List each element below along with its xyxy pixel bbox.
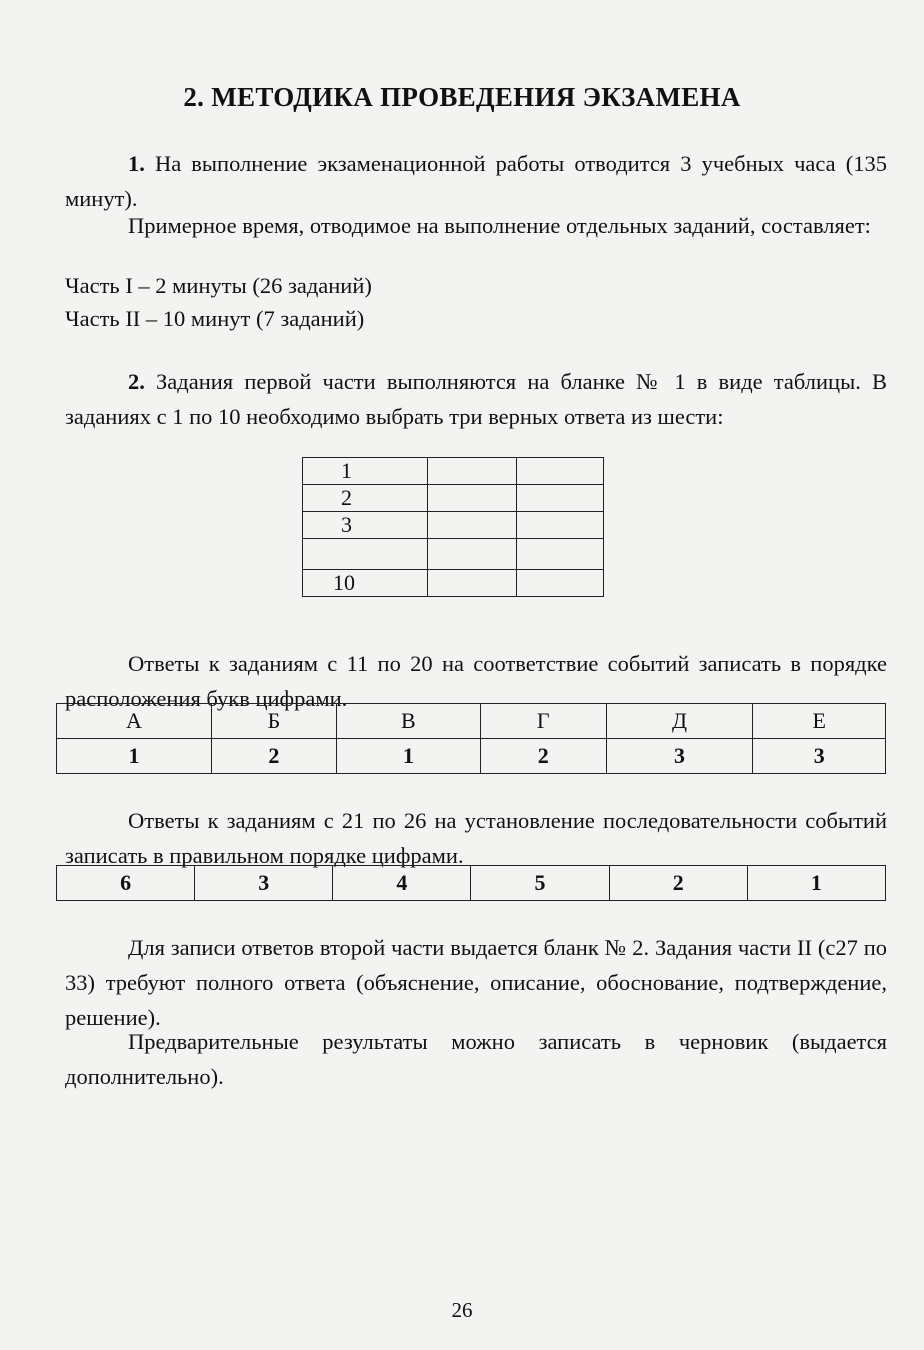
table-cell: 2 [303, 485, 428, 512]
table-row [57, 739, 886, 774]
table-cell [517, 570, 604, 597]
paragraph-exam-duration [65, 146, 887, 216]
page-number: 26 [451, 1298, 473, 1322]
table-row [57, 704, 886, 739]
paragraph-sequence-answers: Ответы к заданиям с 21 по 26 на установление последовательности событий записать в правильном порядке цифрами. [65, 808, 887, 868]
table-cell: 3 [303, 512, 428, 539]
answer-table-sequence [56, 865, 886, 901]
table-cell [428, 539, 517, 570]
paragraph-approx-time: Примерное время, отводимое на выполнение отдельных заданий, составляет: [128, 213, 871, 238]
paragraph-part1-form [65, 364, 887, 434]
part2-time: Часть II – 10 минут (7 заданий) [65, 306, 365, 331]
table-header-cell: Г [480, 704, 606, 739]
paragraph-part2-form: Для записи ответов второй части выдается бланк № 2. Задания части II (с27 по 33) требуют полного ответа (объяснение, описание, обоснование, подтверждение, решение). [65, 935, 887, 1030]
table-row [57, 866, 886, 901]
table-header-cell: Д [606, 704, 753, 739]
section-title: 2. МЕТОДИКА ПРОВЕДЕНИЯ ЭКЗАМЕНА [183, 82, 741, 112]
table-cell: 1 [336, 739, 480, 774]
table-header-cell: Б [211, 704, 336, 739]
table-row [303, 539, 604, 570]
table-cell [428, 512, 517, 539]
table-row [303, 458, 604, 485]
table-cell: 5 [471, 866, 609, 901]
answer-table-matching [56, 703, 886, 774]
table-cell: 3 [753, 739, 886, 774]
table-cell: 2 [609, 866, 747, 901]
table-cell [428, 570, 517, 597]
table-header-cell: Е [753, 704, 886, 739]
table-cell: 3 [195, 866, 333, 901]
table-cell [428, 485, 517, 512]
table-row [303, 512, 604, 539]
paragraph-text: Задания первой части выполняются на бланке № 1 в виде таблицы. В заданиях с 1 по 10 необходимо выбрать три верных ответа из шести: [65, 369, 887, 429]
table-header-cell: В [336, 704, 480, 739]
table-cell: 1 [747, 866, 885, 901]
paragraph-number: 1. [128, 151, 145, 176]
table-cell [517, 539, 604, 570]
table-cell: 1 [303, 458, 428, 485]
table-cell [428, 458, 517, 485]
table-cell: 3 [606, 739, 753, 774]
table-cell: 1 [57, 739, 212, 774]
table-cell [303, 539, 428, 570]
table-cell [517, 512, 604, 539]
paragraph-number: 2. [128, 369, 145, 394]
part1-time: Часть I – 2 минуты (26 заданий) [65, 273, 372, 298]
paragraph-text: На выполнение экзаменационной работы отводится 3 учебных часа (135 минут). [65, 151, 887, 211]
table-cell: 4 [333, 866, 471, 901]
table-row [303, 570, 604, 597]
table-cell: 2 [480, 739, 606, 774]
table-header-cell: А [57, 704, 212, 739]
paragraph-draft: Предварительные результаты можно записать в черновик (выдается дополнительно). [65, 1029, 887, 1089]
table-cell [517, 485, 604, 512]
table-cell: 2 [211, 739, 336, 774]
paragraph-matching-answers: Ответы к заданиям с 11 по 20 на соответствие событий записать в порядке расположения букв цифрами. [65, 651, 887, 711]
table-cell: 10 [303, 570, 428, 597]
table-row [303, 485, 604, 512]
table-cell: 6 [57, 866, 195, 901]
table-cell [517, 458, 604, 485]
answer-table-part1 [302, 457, 604, 597]
